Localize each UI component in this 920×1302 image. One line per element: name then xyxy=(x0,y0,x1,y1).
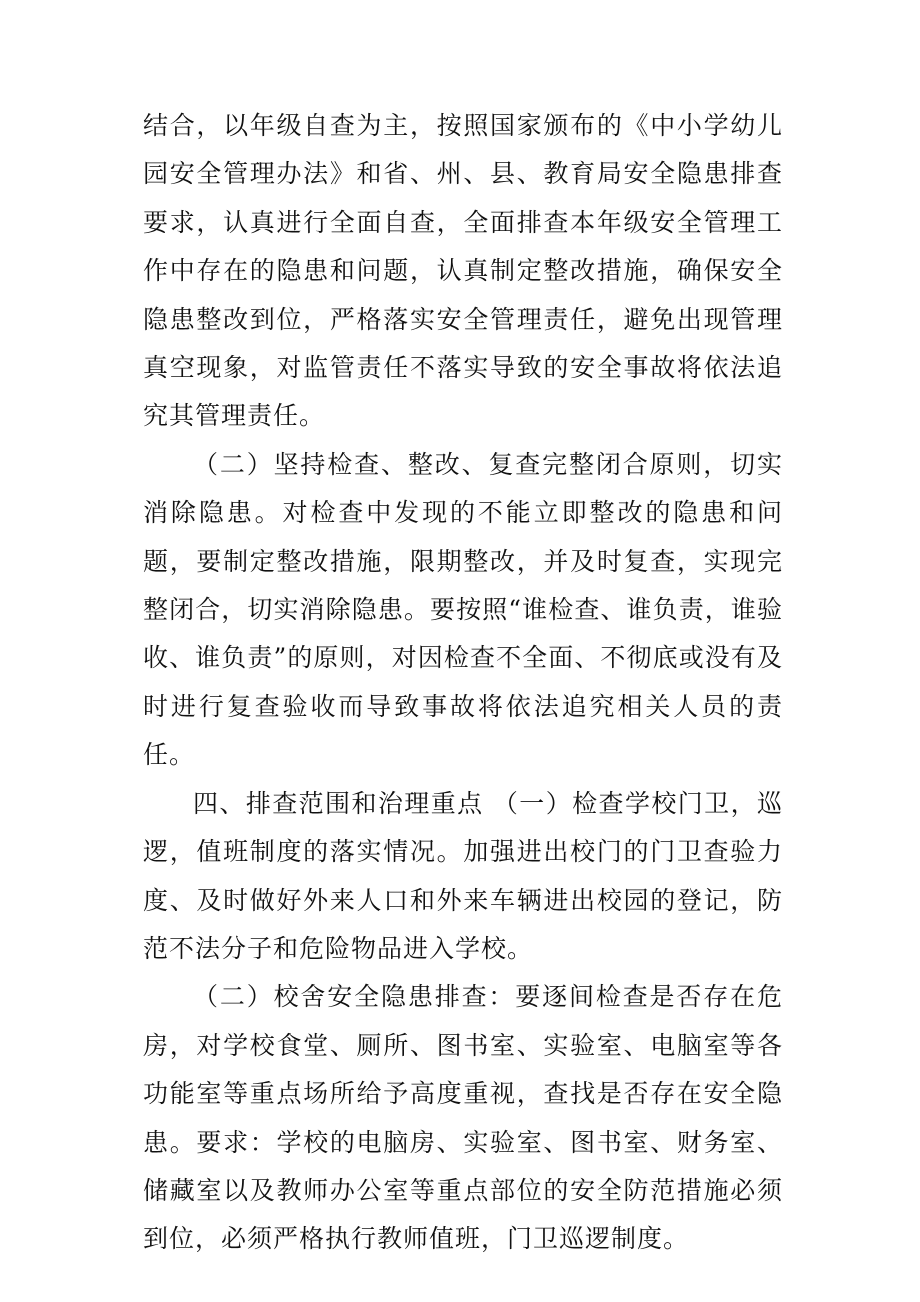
paragraph-building-check: （二）校舍安全隐患排查：要逐间检查是否存在危房，对学校食堂、厕所、图书室、实验室、电脑室等各功能室等重点场所给予高度重视，查找是否存在安全隐患。要求：学校的电脑房、实验室、图书室、财务室、储藏室以及教师办公室等重点部位的安全防范措施必须到位，必须严格执行教师值班，门卫巡逻制度。 xyxy=(143,982,783,1254)
document-page xyxy=(143,102,783,1264)
paragraph-principle-two: （二）坚持检查、整改、复查完整闭合原则，切实消除隐患。对检查中发现的不能立即整改的隐患和问题，要制定整改措施，限期整改，并及时复查，实现完整闭合，切实消除隐患。要按照“谁检查、谁负责，谁验收、谁负责”的原则，对因检查不全面、不彻底或没有及时进行复查验收而导致事故将依法追究相关人员的责任。 xyxy=(143,449,783,770)
paragraph-continuation: 结合，以年级自查为主，按照国家颁布的《中小学幼儿园安全管理办法》和省、州、县、教育局安全隐患排查要求，认真进行全面自查，全面排查本年级安全管理工作中存在的隐患和问题，认真制定整改措施，确保安全隐患整改到位，严格落实安全管理责任，避免出现管理真空现象，对监管责任不落实导致的安全事故将依法追究其管理责任。 xyxy=(143,111,783,431)
paragraph-section-four: 四、排查范围和治理重点 （一）检查学校门卫，巡逻，值班制度的落实情况。加强进出校门的门卫查验力度、及时做好外来人口和外来车辆进出校园的登记，防范不法分子和危险物品进入学校。 xyxy=(143,788,783,963)
